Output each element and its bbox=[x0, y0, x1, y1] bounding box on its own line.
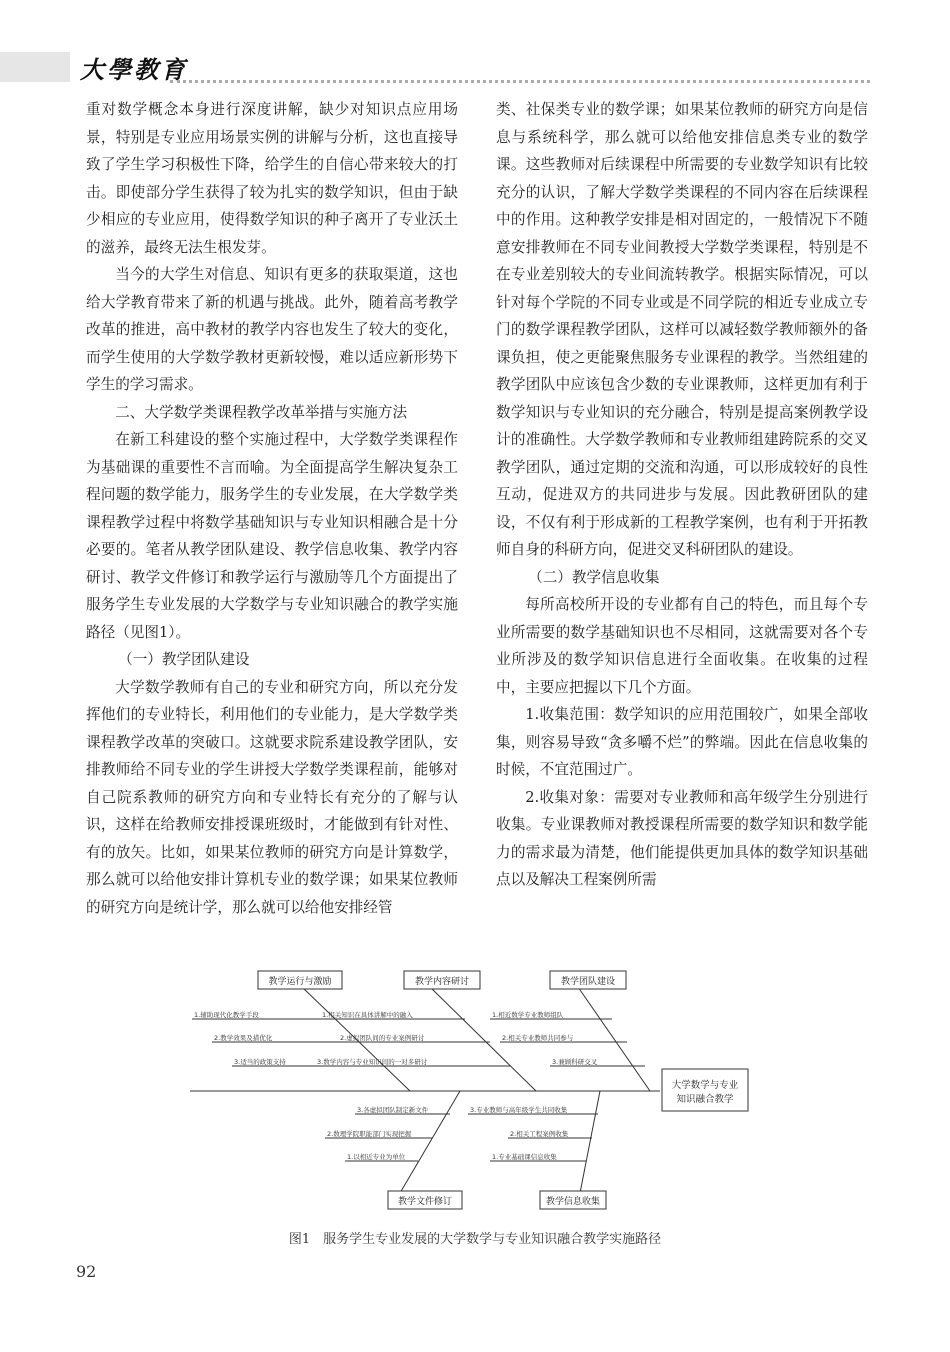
page-number: 92 bbox=[76, 1262, 97, 1281]
left-column bbox=[86, 96, 458, 921]
category-label: 教学信息收集 bbox=[545, 1197, 601, 1207]
cause-item: 3.数学内容与专业知识间的一对多研讨 bbox=[317, 1058, 428, 1066]
right-paragraph-4: 2.收集对象：需要对专业教师和高年级学生分别进行收集。专业课教师对教授课程所需要的数学知识和数学能力的需求最为清楚，他们能提供更加具体的数学知识基础点以及解决工程案例所需 bbox=[496, 788, 868, 888]
bone-bottom-2 bbox=[580, 1091, 600, 1193]
journal-title: 大學教育 bbox=[80, 55, 188, 84]
cause-item: 2.相关专业教师共同参与 bbox=[502, 1034, 574, 1042]
category-label: 教学团队建设 bbox=[560, 977, 616, 987]
category-label: 教学内容研讨 bbox=[414, 977, 470, 987]
cause-item: 1.专业基础课信息收集 bbox=[492, 1153, 557, 1161]
right-paragraph-3: 1.收集范围：数学知识的应用范围较广，如果全部收集，则容易导致“贪多嚼不烂”的弊端。因此在信息收集的时候，不宜范围过广。 bbox=[496, 706, 868, 778]
cause-item: 3.各虚拟团队制定新文件 bbox=[357, 1106, 429, 1114]
subsection-heading-2: （二）教学信息收集 bbox=[528, 568, 660, 586]
left-paragraph-3: 在新工科建设的整个实施过程中，大学数学类课程作为基础课的重要性不言而喻。为全面提高学生解决复杂工程问题的数学能力，服务学生的专业发展，在大学数学类课程教学过程中将数学基础知识与专业知识相融合是十分必要的。笔者从教学团队建设、教学信息收集、教学内容研讨、教学文件修订和教学运行与激励等几个方面提出了服务学生专业发展的大学数学与专业知识融合的教学实施路径（见图1）。 bbox=[86, 431, 458, 641]
cause-item: 3.专业教师与高年级学生共同收集 bbox=[470, 1106, 568, 1114]
left-paragraph-4: 大学数学教师有自己的专业和研究方向，所以充分发挥他们的专业特长，利用他们的专业能力，是大学数学类课程教学改革的突破口。这就要求院系建设教学团队，安排教师给不同专业的学生讲授大学数学类课程前，能够对自己院系教师的研究方向和专业特长有充分的了解与认识，这样在给教师安排授课班级时，才能做到有针对性、有的放矢。比如，如果某位教师的研究方向是计算数学，那么就可以给他安排计算机专业的数学课；如果某位教师的研究方向是统计学，那么就可以给他安排经管 bbox=[86, 678, 458, 916]
left-paragraph-2: 当今的大学生对信息、知识有更多的获取渠道，这也给大学教育带来了新的机遇与挑战。此外，随着高考教学改革的推进，高中教材的教学内容也发生了较大的变化，而学生使用的大学数学教材更新较慢，难以适应新形势下学生的学习需求。 bbox=[86, 266, 458, 393]
cause-item: 3.兼顾科研交叉 bbox=[552, 1058, 598, 1066]
subsection-heading-1: （一）教学团队建设 bbox=[118, 651, 250, 668]
head-line-2: 知识融合教学 bbox=[676, 1094, 734, 1105]
cause-item: 1.相近数学专业教师组队 bbox=[492, 1011, 564, 1019]
cause-item: 2.虚拟团队间的专业案例研讨 bbox=[340, 1034, 425, 1042]
cause-item: 1.相关知识在具体讲解中的融入 bbox=[322, 1011, 413, 1019]
right-column bbox=[496, 96, 868, 894]
right-paragraph-1: 类、社保类专业的数学课；如果某位教师的研究方向是信息与系统科学，那么就可以给他安排信息类专业的数学课。这些教师对后续课程中所需要的专业数学知识有比较充分的认识，了解大学数学类课程的不同内容在后续课程中的作用。这种教学安排是相对固定的，一般情况下不随意安排教师在不同专业间教授大学数学类课程，特别是不在专业差别较大的专业间流转教学。根据实际情况，可以针对每个学院的不同专业或是不同学院的相近专业成立专门的数学课程教学团队，这样可以减轻数学教师额外的备课负担，使之更能聚焦服务专业课程的教学。当然组建的教学团队中应该包含少数的专业课教师，这样更加有利于数学知识与专业知识的充分融合，特别是提高案例教学设计的准确性。大学数学教师和专业教师组建跨院系的交叉教学团队，通过定期的交流和沟通，可以形成较好的良性互动，促进双方的共同进步与发展。因此教研团队的建设，不仅有利于形成新的工程教学案例，也有利于开拓教师自身的科研方向，促进交叉科研团队的建设。 bbox=[496, 101, 868, 558]
fishbone-figure bbox=[180, 965, 770, 1215]
category-label: 教学运行与激励 bbox=[268, 977, 332, 987]
cause-item: 1.辅助现代化教学手段 bbox=[194, 1011, 259, 1019]
cause-item: 2.数理学院职能部门实现把握 bbox=[327, 1130, 412, 1138]
head-line-1: 大学数学与专业 bbox=[671, 1080, 739, 1091]
header-divider bbox=[170, 80, 870, 83]
fishbone-diagram bbox=[180, 965, 770, 1215]
right-paragraph-2: 每所高校所开设的专业都有自己的特色，而且每个专业所需要的数学基础知识也不尽相同，这就需要对各个专业所涉及的数学知识信息进行全面收集。在收集的过程中，主要应把握以下几个方面。 bbox=[496, 596, 868, 696]
category-label: 教学文件修订 bbox=[397, 1197, 453, 1207]
cause-item: 2.相关工程案例收集 bbox=[510, 1130, 569, 1138]
left-paragraph-1: 重对数学概念本身进行深度讲解，缺少对知识点应用场景，特别是专业应用场景实例的讲解与分析，这也直接导致了学生学习积极性下降，给学生的自信心带来较大的打击。即使部分学生获得了较为扎实的数学知识，但由于缺少相应的专业应用，使得数学知识的种子离开了专业沃土的滋养，最终无法生根发芽。 bbox=[86, 101, 458, 256]
cause-item: 2.教学效果及措优化 bbox=[214, 1034, 273, 1042]
cause-item: 1.以相近专业为单位 bbox=[347, 1153, 406, 1161]
section-heading-2: 二、大学数学类课程教学改革举措与实施方法 bbox=[115, 403, 408, 421]
cause-item: 3.适当的政策支持 bbox=[234, 1058, 286, 1066]
figure-caption: 图1 服务学生专业发展的大学数学与专业知识融合教学实施路径 bbox=[288, 1232, 662, 1247]
header-tab bbox=[0, 52, 70, 82]
bone-top-3 bbox=[578, 987, 650, 1091]
